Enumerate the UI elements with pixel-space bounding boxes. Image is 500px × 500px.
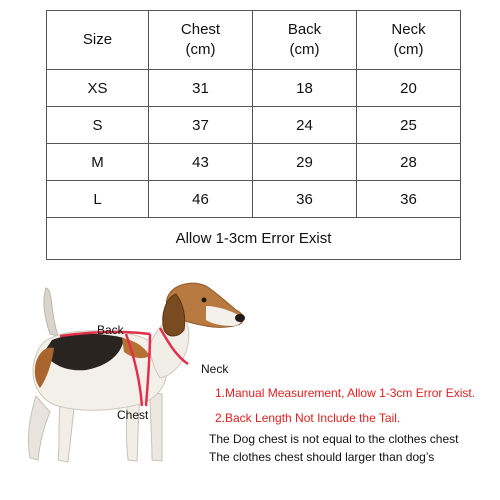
table-row [47,107,461,144]
cell-size: XS [47,70,149,107]
chest-larger-note: The clothes chest should larger than dog’s [209,450,435,464]
cell-size: S [47,107,149,144]
header-neck: Neck (cm) [357,11,461,70]
table-note-row [47,218,461,260]
cell-neck: 25 [357,107,461,144]
size-chart-table [46,10,461,260]
table-row [47,70,461,107]
back-label: Back [97,323,124,337]
header-back: Back (cm) [253,11,357,70]
cell-chest: 37 [149,107,253,144]
cell-chest: 43 [149,144,253,181]
cell-size: M [47,144,149,181]
manual-measurement-note: 1.Manual Measurement, Allow 1-3cm Error Exist. [215,386,476,400]
cell-chest: 31 [149,70,253,107]
error-note: Allow 1-3cm Error Exist [47,218,461,260]
table-row [47,144,461,181]
table-row [47,181,461,218]
cell-neck: 20 [357,70,461,107]
cell-neck: 28 [357,144,461,181]
cell-back: 18 [253,70,357,107]
cell-neck: 36 [357,181,461,218]
cell-size: L [47,181,149,218]
cell-back: 24 [253,107,357,144]
cell-back: 29 [253,144,357,181]
header-size: Size [47,11,149,70]
chest-difference-note: The Dog chest is not equal to the clothes chest [209,432,459,446]
neck-label: Neck [201,362,229,376]
back-length-note: 2.Back Length Not Include the Tail. [215,411,401,425]
header-chest: Chest (cm) [149,11,253,70]
cell-back: 36 [253,181,357,218]
table-header-row [47,11,461,70]
chest-label: Chest [117,408,149,422]
cell-chest: 46 [149,181,253,218]
